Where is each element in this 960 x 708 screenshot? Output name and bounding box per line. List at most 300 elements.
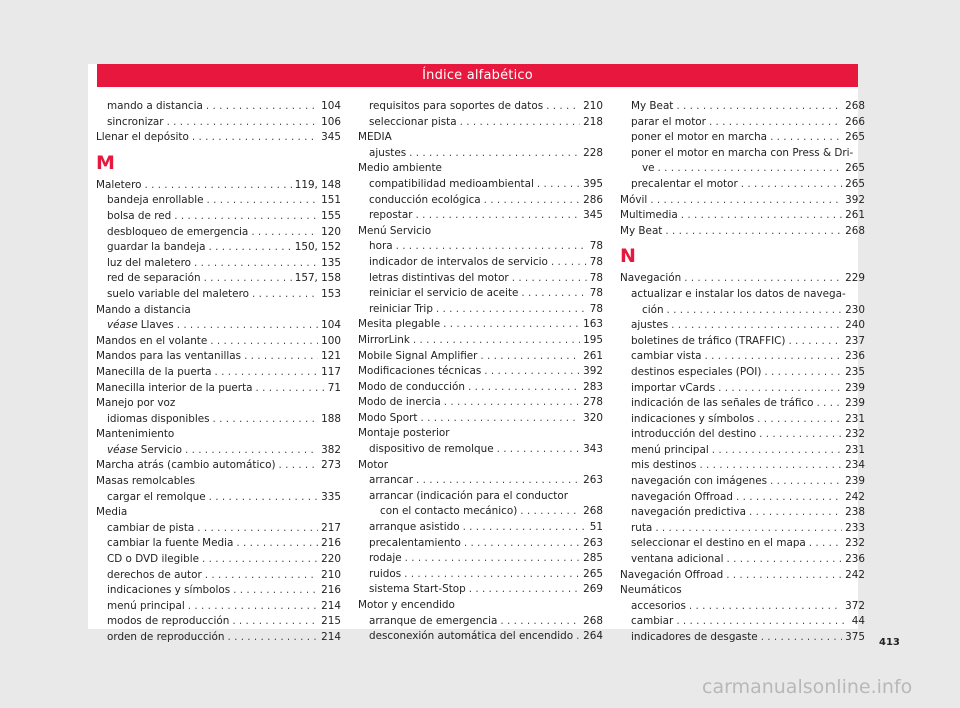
- index-entry: [620, 396, 865, 412]
- entry-term: [631, 552, 723, 568]
- entry-label: luz del maletero: [107, 256, 192, 269]
- entry-page: 78: [589, 287, 603, 300]
- dot-leader: [444, 395, 580, 411]
- entry-term: [369, 177, 534, 193]
- entry-label: Modo de conducción: [358, 380, 465, 393]
- entry-label: Modo Sport: [358, 411, 418, 424]
- entry-label: Llaves: [140, 319, 174, 332]
- dot-leader: [576, 629, 580, 645]
- index-entry: [358, 193, 603, 209]
- entry-term: [631, 443, 709, 459]
- entry-term: [631, 396, 814, 412]
- dot-leader: [227, 630, 318, 646]
- index-entry: [96, 536, 341, 552]
- dot-leader: [705, 349, 843, 365]
- dot-leader: [761, 630, 842, 646]
- entry-label: derechos de autor: [107, 568, 202, 581]
- index-entry: [358, 364, 603, 380]
- entry-term: [631, 334, 785, 350]
- dot-leader: [194, 256, 318, 272]
- dot-leader: [436, 302, 587, 318]
- entry-page: 233: [845, 521, 865, 534]
- entry-label: Navegación: [620, 272, 682, 285]
- entry-page: 51: [589, 521, 603, 534]
- dot-leader: [736, 490, 842, 506]
- entry-label: accesorios: [631, 599, 686, 612]
- entry-term: [107, 583, 230, 599]
- dot-leader: [207, 193, 319, 209]
- entry-term: [107, 552, 199, 568]
- entry-term: [631, 599, 686, 615]
- entry-label: desbloqueo de emergencia: [107, 225, 249, 238]
- index-entry: [620, 505, 865, 521]
- dot-leader: [192, 130, 318, 146]
- entry-term: [631, 521, 652, 537]
- entry-term: [369, 442, 494, 458]
- dot-leader: [788, 334, 842, 350]
- entry-term: [107, 412, 210, 428]
- dot-leader: [650, 193, 842, 209]
- entry-label: cambiar: [631, 615, 674, 628]
- entry-page: 269: [583, 583, 603, 596]
- dot-leader: [671, 318, 842, 334]
- entry-page: 268: [583, 614, 603, 627]
- index-entry: [620, 161, 865, 177]
- dot-leader: [205, 568, 318, 584]
- entry-page: 100: [321, 334, 341, 347]
- index-entry: [96, 99, 341, 115]
- dot-leader: [233, 583, 318, 599]
- index-entry: [620, 630, 865, 646]
- dot-leader: [144, 178, 291, 194]
- entry-term: [369, 115, 457, 131]
- entry-label: Modo de inercia: [358, 396, 441, 409]
- entry-label: seleccionar el destino en el mapa: [631, 537, 806, 550]
- entry-label: Navegación Offroad: [620, 568, 724, 581]
- dot-leader: [480, 349, 580, 365]
- index-entry: [96, 599, 341, 615]
- entry-term: [642, 303, 664, 319]
- dot-leader: [167, 115, 319, 131]
- index-entry: [620, 115, 865, 131]
- dot-leader: [252, 287, 318, 303]
- entry-label: navegación Offroad: [631, 490, 734, 503]
- dot-leader: [209, 240, 292, 256]
- dot-leader: [463, 520, 587, 536]
- entry-label: conducción ecológica: [369, 193, 481, 206]
- index-entry: [358, 395, 603, 411]
- entry-page: 264: [583, 630, 603, 643]
- entry-term: [620, 208, 678, 224]
- entry-page: 163: [583, 318, 603, 331]
- index-entry: [620, 99, 865, 115]
- index-column-1: [96, 99, 341, 646]
- index-entry: [358, 536, 603, 552]
- entry-term: [369, 286, 518, 302]
- dot-leader: [770, 130, 842, 146]
- dot-leader: [699, 458, 842, 474]
- dot-leader: [676, 99, 842, 115]
- entry-page: 265: [583, 567, 603, 580]
- index-entry: [620, 130, 865, 146]
- entry-term: [631, 177, 738, 193]
- index-entry: [620, 334, 865, 350]
- entry-term: [631, 318, 668, 334]
- dot-leader: [655, 521, 842, 537]
- entry-term: [107, 209, 171, 225]
- entry-term: [358, 395, 441, 411]
- entry-term: [631, 412, 754, 428]
- entry-label: mis destinos: [631, 459, 697, 472]
- index-entry: [620, 318, 865, 334]
- dot-leader: [206, 99, 318, 115]
- entry-label: compatibilidad medioambiental: [369, 177, 534, 190]
- dot-leader: [667, 303, 843, 319]
- dot-leader: [726, 568, 842, 584]
- entry-label: modos de reproducción: [107, 615, 230, 628]
- entry-page: 44: [851, 615, 865, 628]
- entry-page: 210: [321, 568, 341, 581]
- index-entry: [358, 177, 603, 193]
- entry-term: [369, 551, 402, 567]
- entry-term: [369, 255, 548, 271]
- entry-term: [369, 193, 481, 209]
- index-heading: poner el motor en marcha con Press & Dri-: [631, 146, 854, 159]
- index-entry: [96, 583, 341, 599]
- dot-leader: [484, 193, 580, 209]
- entry-term: [369, 146, 406, 162]
- entry-term: [107, 256, 191, 272]
- entry-term: [358, 364, 481, 380]
- entry-label: Manecilla interior de la puerta: [96, 381, 253, 394]
- index-entry: [96, 271, 341, 287]
- entry-label: menú principal: [107, 599, 185, 612]
- index-entry: [96, 318, 341, 334]
- entry-label: indicación de las señales de tráfico: [631, 397, 814, 410]
- entry-term: [107, 536, 233, 552]
- index-heading: Motor: [358, 458, 389, 471]
- index-entry: [358, 629, 603, 645]
- entry-page: 345: [321, 131, 341, 144]
- dot-leader: [251, 225, 318, 241]
- entry-page: 266: [845, 115, 865, 128]
- entry-term: [107, 599, 185, 615]
- entry-page: 228: [583, 146, 603, 159]
- entry-term: [369, 520, 460, 536]
- index-entry: [96, 412, 341, 428]
- dot-leader: [770, 474, 842, 490]
- entry-term: [96, 365, 212, 381]
- entry-label: mando a distancia: [107, 100, 203, 112]
- dot-leader: [817, 396, 843, 412]
- index-entry: [96, 521, 341, 537]
- index-entry: [96, 443, 341, 459]
- entry-page: 106: [321, 115, 341, 128]
- entry-label: cambiar de pista: [107, 521, 195, 534]
- dot-leader: [497, 442, 581, 458]
- entry-label: reiniciar Trip: [369, 302, 433, 315]
- index-heading: Neumáticos: [620, 584, 682, 597]
- entry-page: 71: [327, 381, 341, 394]
- dot-leader: [741, 177, 842, 193]
- index-entry: [358, 99, 603, 115]
- entry-label: arrancar: [369, 474, 414, 487]
- index-entry: [96, 490, 341, 506]
- index-entry: [620, 303, 865, 319]
- entry-page: 238: [845, 506, 865, 519]
- entry-page: 268: [583, 505, 603, 518]
- index-entry: [96, 130, 341, 146]
- dot-leader: [681, 208, 842, 224]
- entry-label: My Beat: [631, 100, 674, 112]
- entry-term: [631, 490, 733, 506]
- entry-label: ruidos: [369, 567, 402, 580]
- entry-label: Multimedia: [620, 209, 678, 222]
- entry-page: 240: [845, 319, 865, 332]
- entry-term: [369, 239, 393, 255]
- dot-leader: [420, 411, 580, 427]
- index-entry: [620, 552, 865, 568]
- dot-leader: [712, 443, 842, 459]
- dot-leader: [809, 536, 842, 552]
- entry-label: sistema Start-Stop: [369, 583, 466, 596]
- index-entry: [358, 380, 603, 396]
- entry-page: 268: [845, 224, 865, 237]
- entry-label: precalentamiento: [369, 536, 461, 549]
- entry-page: 215: [321, 615, 341, 628]
- entry-page: 265: [845, 177, 865, 190]
- index-column-2: [358, 99, 603, 645]
- entry-term: [358, 411, 417, 427]
- entry-page: 153: [321, 287, 341, 300]
- index-entry: [358, 255, 603, 271]
- entry-page: 216: [321, 537, 341, 550]
- index-entry: [358, 349, 603, 365]
- entry-label: precalentar el motor: [631, 177, 738, 190]
- index-entry: [358, 286, 603, 302]
- entry-term: [620, 224, 662, 240]
- entry-term: [96, 178, 141, 194]
- entry-page: 188: [321, 412, 341, 425]
- entry-page: 151: [321, 194, 341, 207]
- entry-label: repostar: [369, 209, 413, 222]
- entry-page: 234: [845, 459, 865, 472]
- entry-term: [620, 271, 681, 287]
- dot-leader: [764, 365, 842, 381]
- index-heading: Mantenimiento: [96, 428, 175, 441]
- dot-leader: [405, 551, 581, 567]
- index-entry: [620, 474, 865, 490]
- entry-term: [107, 443, 182, 459]
- dot-leader: [204, 271, 292, 287]
- entry-page: 217: [321, 521, 341, 534]
- entry-page: 117: [321, 365, 341, 378]
- index-entry: [358, 411, 603, 427]
- entry-term: [107, 115, 164, 131]
- page-number: 413: [879, 637, 900, 648]
- index-entry: [358, 442, 603, 458]
- entry-term: [631, 474, 767, 490]
- entry-term: [96, 334, 207, 350]
- entry-page: 231: [845, 412, 865, 425]
- index-heading: Montaje posterior: [358, 427, 450, 440]
- index-entry: [620, 443, 865, 459]
- entry-label: guardar la bandeja: [107, 241, 206, 254]
- entry-label: rodaje: [369, 552, 402, 565]
- index-entry: [358, 504, 603, 520]
- entry-page: 214: [321, 599, 341, 612]
- entry-label: Maletero: [96, 178, 142, 191]
- entry-label: ción: [642, 303, 664, 316]
- entry-label: Mandos en el volante: [96, 334, 208, 347]
- dot-leader: [689, 599, 842, 615]
- dot-leader: [676, 614, 848, 630]
- entry-page: 214: [321, 631, 341, 643]
- index-entry: [620, 490, 865, 506]
- dot-leader: [500, 614, 580, 630]
- entry-label: Servicio: [140, 443, 182, 456]
- index-entry: [620, 458, 865, 474]
- index-entry: [358, 582, 603, 598]
- index-entry: [96, 209, 341, 225]
- entry-label: CD o DVD ilegible: [107, 553, 199, 566]
- entry-label: Marcha atrás (cambio automático): [96, 459, 276, 472]
- dot-leader: [279, 458, 319, 474]
- entry-label: Modificaciones técnicas: [358, 365, 482, 378]
- entry-term: [369, 536, 461, 552]
- dot-leader: [409, 146, 580, 162]
- dot-leader: [404, 567, 580, 583]
- index-column-3: [620, 99, 865, 646]
- entry-term: [631, 536, 806, 552]
- dot-leader: [413, 333, 580, 349]
- index-entry: [96, 552, 341, 568]
- index-entry: [358, 520, 603, 536]
- index-heading: MEDIA: [358, 131, 392, 144]
- entry-label: navegación predictiva: [631, 506, 747, 519]
- index-entry: [358, 239, 603, 255]
- dot-leader: [726, 552, 842, 568]
- index-entry: [96, 365, 341, 381]
- dot-leader: [709, 115, 842, 131]
- entry-label: idiomas disponibles: [107, 412, 210, 425]
- entry-term: [380, 504, 517, 520]
- entry-page: 392: [583, 365, 603, 378]
- entry-label: ajustes: [631, 319, 669, 332]
- entry-label: introducción del destino: [631, 428, 757, 441]
- entry-label: Móvil: [620, 193, 648, 206]
- entry-term: [631, 130, 767, 146]
- entry-page: 242: [845, 568, 865, 581]
- entry-term: [107, 193, 204, 209]
- index-entry: [620, 177, 865, 193]
- entry-term: [107, 521, 194, 537]
- entry-term: [369, 582, 466, 598]
- dot-leader: [718, 381, 842, 397]
- entry-term: [620, 568, 723, 584]
- entry-page: 236: [845, 350, 865, 363]
- index-heading: actualizar e instalar los datos de navega-: [631, 287, 846, 300]
- entry-page: 320: [583, 411, 603, 424]
- entry-page: 273: [321, 459, 341, 472]
- dot-leader: [236, 536, 318, 552]
- entry-term: [631, 349, 702, 365]
- entry-label: indicador de intervalos de servicio: [369, 255, 548, 268]
- entry-label: reiniciar el servicio de aceite: [369, 287, 519, 300]
- entry-page: 242: [845, 490, 865, 503]
- index-entry: [96, 568, 341, 584]
- index-entry: [358, 302, 603, 318]
- entry-term: [369, 271, 509, 287]
- entry-term: [631, 381, 715, 397]
- entry-term: [620, 193, 647, 209]
- index-heading: arrancar (indicación para el conductor: [369, 489, 569, 502]
- entry-term: [107, 568, 202, 584]
- index-entry: [96, 193, 341, 209]
- entry-term: [107, 240, 206, 256]
- entry-page: 218: [583, 115, 603, 128]
- index-entry: [620, 614, 865, 630]
- entry-term: [107, 614, 229, 630]
- index-entry: [96, 334, 341, 350]
- dot-leader: [537, 177, 580, 193]
- index-entry: [358, 115, 603, 131]
- section-letter: M: [96, 151, 115, 174]
- entry-page: 335: [321, 490, 341, 503]
- entry-label: ruta: [631, 521, 653, 534]
- entry-page: 121: [321, 350, 341, 363]
- dot-leader: [210, 334, 318, 350]
- dot-leader: [443, 317, 580, 333]
- index-entry: [358, 146, 603, 162]
- dot-leader: [484, 364, 580, 380]
- entry-page: 232: [845, 428, 865, 441]
- index-entry: [620, 599, 865, 615]
- entry-label: con el contacto mecánico): [380, 505, 518, 518]
- dot-leader: [197, 521, 318, 537]
- entry-term: [631, 614, 673, 630]
- entry-label: cambiar vista: [631, 350, 702, 363]
- entry-label: Mesita plegable: [358, 318, 441, 331]
- dot-leader: [512, 271, 587, 287]
- entry-page: 155: [321, 209, 341, 222]
- dot-leader: [244, 349, 318, 365]
- entry-label: suelo variable del maletero: [107, 287, 249, 300]
- entry-page: 135: [321, 256, 341, 269]
- entry-label: cambiar la fuente Media: [107, 537, 234, 550]
- dot-leader: [215, 365, 319, 381]
- entry-page: 263: [583, 474, 603, 487]
- entry-page: 157, 158: [294, 272, 341, 285]
- index-heading: Masas remolcables: [96, 475, 196, 488]
- index-entry: [620, 521, 865, 537]
- entry-page: 78: [589, 271, 603, 284]
- entry-label: seleccionar pista: [369, 115, 457, 128]
- dot-leader: [658, 161, 843, 177]
- entry-term: [358, 380, 465, 396]
- entry-page: 392: [845, 193, 865, 206]
- entry-page: 239: [845, 381, 865, 394]
- dot-leader: [759, 427, 842, 443]
- index-entry: [620, 208, 865, 224]
- index-heading: Mando a distancia: [96, 303, 191, 316]
- entry-page: 78: [589, 240, 603, 253]
- index-entry: [620, 365, 865, 381]
- entry-page: 265: [845, 131, 865, 144]
- entry-term: [631, 99, 673, 115]
- entry-term: [642, 161, 655, 177]
- entry-label: poner el motor en marcha: [631, 131, 768, 144]
